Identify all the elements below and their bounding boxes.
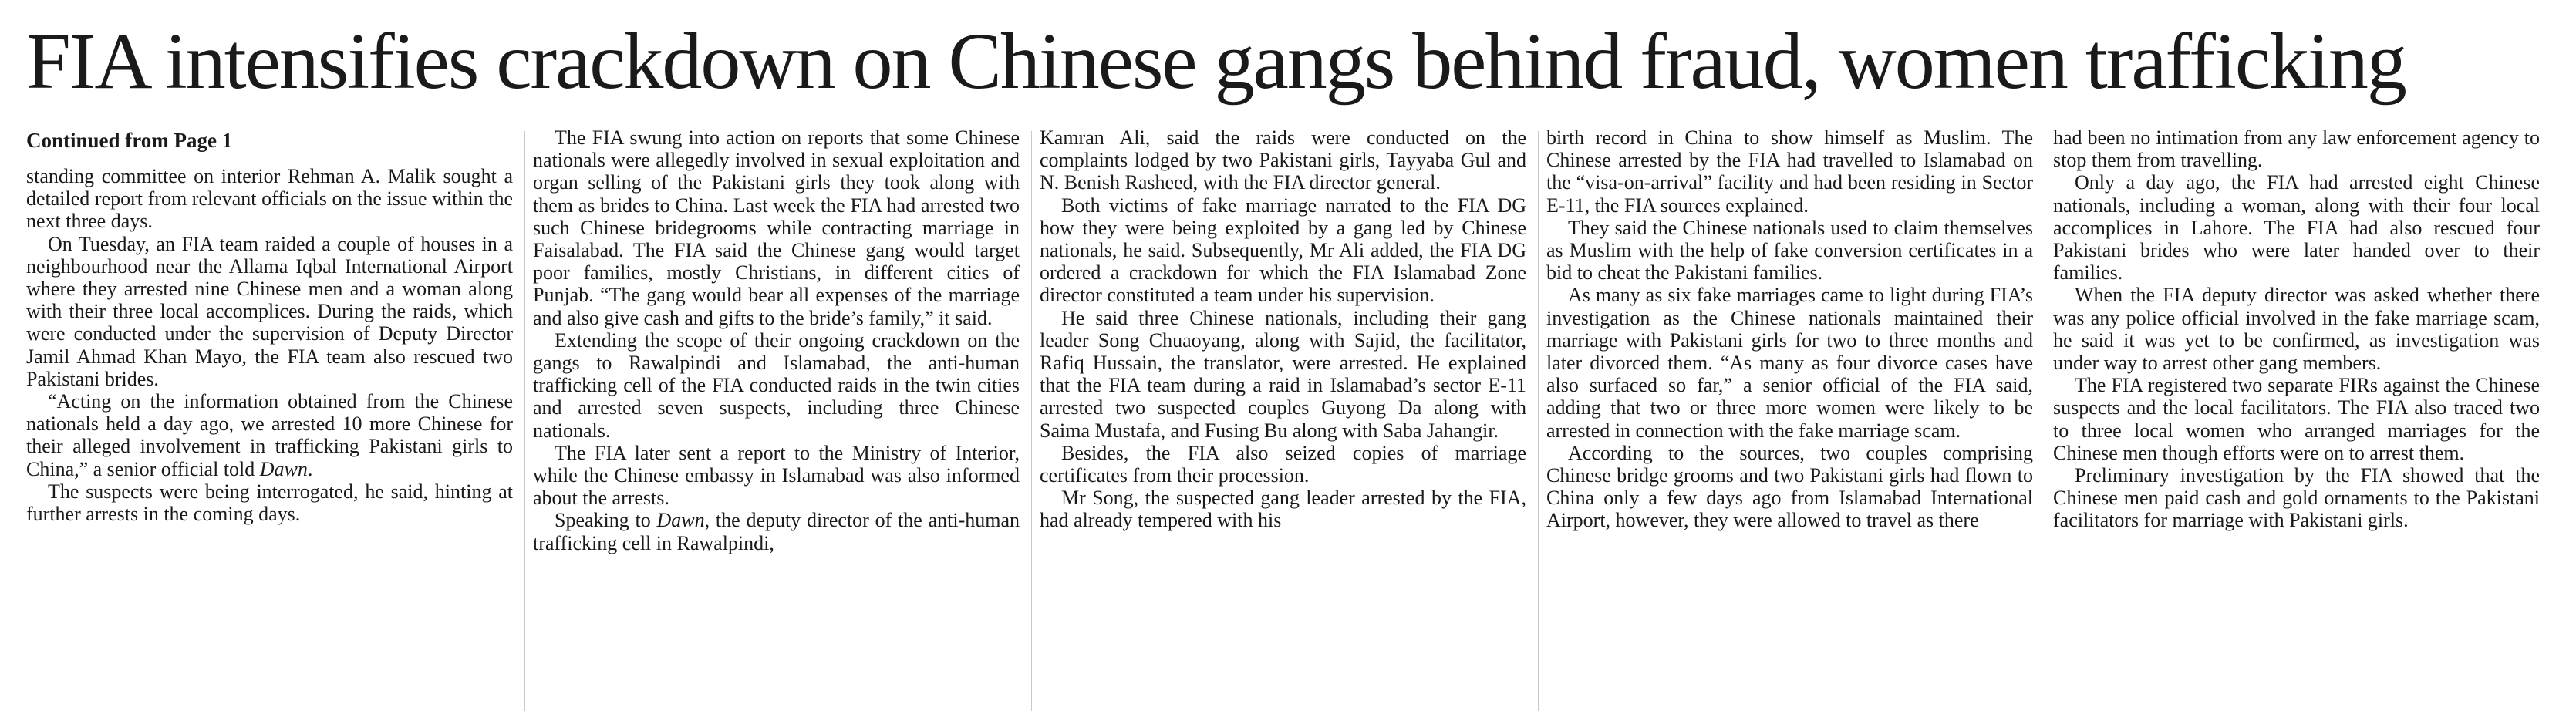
paragraph: “Acting on the information obtained from the Chinese nationals held a day ago, we arrested 10 more Chinese for their alleged involvement in trafficking Pakistani girls to China,” a senior official told Dawn.	[26, 390, 513, 480]
paragraph: They said the Chinese nationals used to claim themselves as Muslim with the help of fake conversion certificates in a bid to cheat the Pakistani families.	[1546, 216, 2033, 285]
paragraph: Preliminary investigation by the FIA showed that the Chinese men paid cash and gold ornaments to the Pakistani facilitators for marriage with Pakistani girls.	[2053, 464, 2540, 532]
column-2	[533, 126, 1040, 709]
paragraph: On Tuesday, an FIA team raided a couple of houses in a neighbourhood near the Allama Iqbal International Airport where they arrested nine Chinese men and a woman along with their three local accomplices. During the raids, which were conducted under the supervision of Deputy Director Jamil Ahmad Khan Mayo, the FIA team also rescued two Pakistani brides.	[26, 232, 513, 390]
paragraph: He said three Chinese nationals, including their gang leader Song Chuaoyang, along with Sajid, the facilitator, Rafiq Hussain, the translator, were arrested. He explained that the FIA team during a raid in Islamabad’s sector E-11 arrested two suspected couples Guyong Da along with Saima Mustafa, and Fusing Bu along with Saba Jahangir.	[1040, 306, 1526, 442]
column-3	[1040, 126, 1546, 709]
column-4	[1546, 126, 2053, 709]
headline: FIA intensifies crackdown on Chinese gangs behind fraud, women trafficking	[26, 17, 2406, 106]
paragraph: Besides, the FIA also seized copies of marriage certificates from their procession.	[1040, 441, 1526, 487]
paragraph: As many as six fake marriages came to light during FIA’s investigation as the Chinese nationals maintained their marriage with Pakistani girls for two to three months and later divorced them. “As many as four divorce cases have also surfaced so far,” a senior official of the FIA said, adding that two or three more women were likely to be arrested in connection with the fake marriage scam.	[1546, 284, 2033, 442]
paragraph: had been no intimation from any law enforcement agency to stop them from travelling.	[2053, 126, 2540, 172]
paragraph: The FIA later sent a report to the Ministry of Interior, while the Chinese embassy in Islamabad was also informed about the arrests.	[533, 441, 1020, 510]
paragraph: Only a day ago, the FIA had arrested eight Chinese nationals, including a woman, along with their four local accomplices in Lahore. The FIA had also rescued four Pakistani brides who were later handed over to their families.	[2053, 171, 2540, 285]
paragraph: According to the sources, two couples comprising Chinese bridge grooms and two Pakistani girls had flown to China only a few days ago from Islamabad International Airport, however, they were allowed to travel as there	[1546, 441, 2033, 532]
paragraph: Speaking to Dawn, the deputy director of the anti-human trafficking cell in Rawalpindi,	[533, 509, 1020, 554]
paragraph: standing committee on interior Rehman A. Malik sought a detailed report from relevant officials on the issue within the next three days.	[26, 165, 513, 233]
paragraph: Mr Song, the suspected gang leader arrested by the FIA, had already tempered with his	[1040, 487, 1526, 532]
paragraph: The FIA swung into action on reports that some Chinese nationals were allegedly involved in sexual exploitation and organ selling of the Pakistani girls they took along with them as brides to China. Last week the FIA had arrested two such Chinese bridegrooms while contracting marriage in Faisalabad. The FIA said the Chinese gang would target poor families, mostly Christians, in different cities of Punjab. “The gang would bear all expenses of the marriage and also give cash and gifts to the bride’s family,” it said.	[533, 126, 1020, 329]
paragraph: birth record in China to show himself as Muslim. The Chinese arrested by the FIA had travelled to Islamabad on the “visa-on-arrival” facility and had been residing in Sector E-11, the FIA sources explained.	[1546, 126, 2033, 217]
paragraph: When the FIA deputy director was asked whether there was any police official involved in the fake marriage scam, he said it was yet to be confirmed, as investigation was under way to arrest other gang members.	[2053, 284, 2540, 375]
paragraph: Kamran Ali, said the raids were conducted on the complaints lodged by two Pakistani girls, Tayyaba Gul and N. Benish Rasheed, with the FIA director general.	[1040, 126, 1526, 194]
paragraph: Both victims of fake marriage narrated to the FIA DG how they were being exploited by a gang led by Chinese nationals, he said. Subsequently, Mr Ali added, the FIA DG ordered a crackdown for which the FIA Islamabad Zone director constituted a team under his supervision.	[1040, 194, 1526, 307]
column-5	[2053, 126, 2560, 709]
column-1	[26, 126, 533, 709]
paragraph: The suspects were being interrogated, he said, hinting at further arrests in the coming days.	[26, 480, 513, 526]
continued-label: Continued from Page 1	[26, 129, 233, 152]
paragraph: The FIA registered two separate FIRs against the Chinese suspects and the local facilitators. The FIA also traced two to three local women who arranged marriages for the Chinese men though efforts were on to arrest them.	[2053, 374, 2540, 464]
paragraph: Extending the scope of their ongoing crackdown on the gangs to Rawalpindi and Islamabad, the anti-human trafficking cell of the FIA conducted raids in the twin cities and arrested seven suspects, including three Chinese nationals.	[533, 328, 1020, 442]
article-body	[26, 126, 2560, 709]
